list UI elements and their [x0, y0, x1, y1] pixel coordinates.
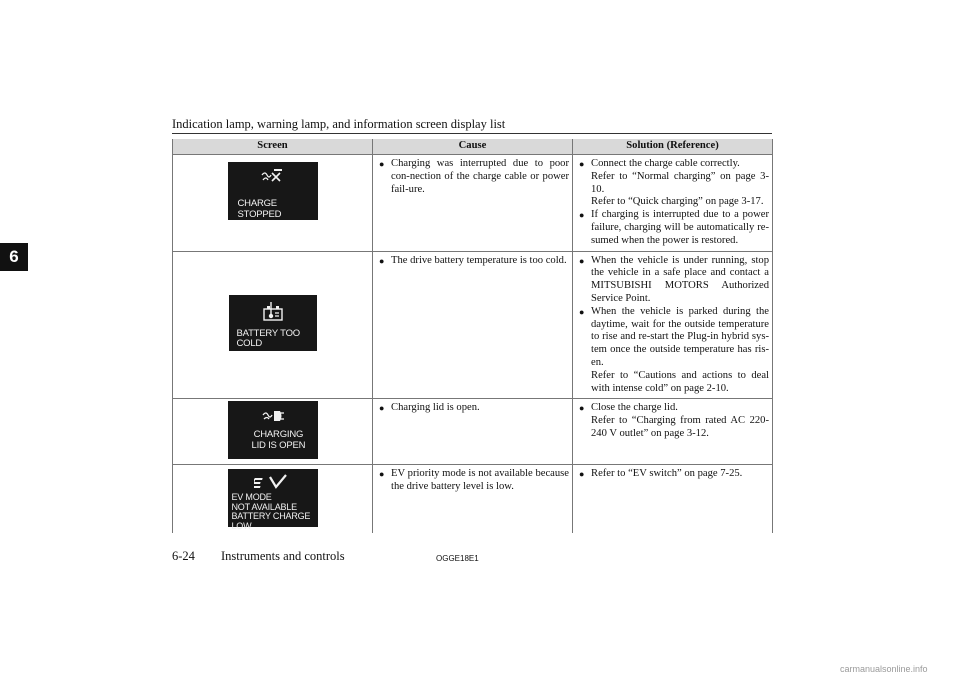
- table-row: [173, 251, 773, 399]
- solution-text: Refer to “EV switch” on page 7-25.: [591, 468, 743, 480]
- screen-text: CHARGING LID IS OPEN: [251, 429, 306, 451]
- solution-text: Close the charge lid.: [591, 402, 678, 414]
- screen-cell: [173, 251, 373, 399]
- solution-text: When the vehicle is parked during the daytime, wait for the outside temperature to rise and re-start the Plug-in hybrid sys-tem once the outside temperature has ris-en.: [591, 305, 769, 368]
- screen-cell: [173, 465, 373, 533]
- reference-text: Refer to “Normal charging” on page 3-10.: [591, 170, 769, 195]
- screen-display-battery-too-cold: [229, 295, 317, 351]
- table-row: [173, 399, 773, 465]
- cause-item: ● The drive battery temperature is too cold.: [379, 255, 569, 268]
- battery-temperature-icon: [261, 301, 285, 327]
- solution-text: If charging is interrupted due to a power failure, charging will be automatically re-sumed when the power is restored.: [591, 209, 769, 246]
- screen-display-ev-mode-not-available: [228, 469, 318, 531]
- header-divider: [172, 133, 772, 134]
- screen-text: BATTERY TOO COLD: [236, 327, 300, 350]
- page-header-title: Indication lamp, warning lamp, and information screen display list: [172, 117, 506, 131]
- plug-stop-icon: [260, 167, 286, 191]
- solution-item: [579, 158, 769, 209]
- column-header-screen: Screen: [173, 139, 373, 155]
- solution-cell: [573, 155, 773, 252]
- charge-plug-icon: [261, 407, 285, 429]
- table-header-row: [173, 139, 773, 155]
- cause-cell: [373, 465, 573, 533]
- screen-cell: [173, 155, 373, 252]
- section-title: Instruments and controls: [221, 549, 345, 563]
- screen-cell: [173, 399, 373, 465]
- table-row: [173, 155, 773, 252]
- screen-text: EV MODE NOT AVAILABLE BATTERY CHARGE LOW: [231, 492, 311, 531]
- cause-cell: [373, 155, 573, 252]
- chapter-tab: 6: [0, 243, 28, 271]
- cause-cell: [373, 251, 573, 399]
- solution-item: [579, 209, 769, 247]
- watermark: carmanualsonline.info: [840, 664, 928, 674]
- display-list-table: [172, 139, 773, 533]
- cause-item: ● EV priority mode is not available because the drive battery level is low.: [379, 468, 569, 494]
- cause-item: ● Charging lid is open.: [379, 402, 569, 415]
- solution-item: [579, 306, 769, 396]
- solution-cell: [573, 399, 773, 465]
- cause-cell: [373, 399, 573, 465]
- solution-text: When the vehicle is under running, stop the vehicle in a safe place and contact a MITSUBISHI MOTORS Authorized Service Point.: [591, 254, 769, 304]
- screen-display-charging-lid-open: [228, 401, 318, 459]
- screen-text: CHARGE STOPPED: [237, 198, 282, 220]
- cause-item: ● Charging was interrupted due to poor con-nection of the charge cable or power fail-ure.: [379, 158, 569, 196]
- document-code: OGGE18E1: [436, 554, 479, 563]
- reference-text: Refer to “Cautions and actions to deal with intense cold” on page 2-10.: [591, 369, 769, 394]
- reference-text: Refer to “Charging from rated AC 220-240 V outlet” on page 3-12.: [591, 415, 769, 439]
- screen-display-charge-stopped: [228, 162, 318, 220]
- column-header-solution: Solution (Reference): [573, 139, 773, 155]
- page-number: 6-24: [172, 549, 195, 563]
- reference-text: Refer to “Quick charging” on page 3-17.: [591, 196, 764, 208]
- solution-item: [579, 468, 769, 481]
- solution-item: [579, 255, 769, 306]
- solution-cell: [573, 251, 773, 399]
- solution-item: [579, 402, 769, 440]
- table-row: [173, 465, 773, 533]
- solution-text: Connect the charge cable correctly.: [591, 158, 740, 169]
- column-header-cause: Cause: [373, 139, 573, 155]
- solution-cell: [573, 465, 773, 533]
